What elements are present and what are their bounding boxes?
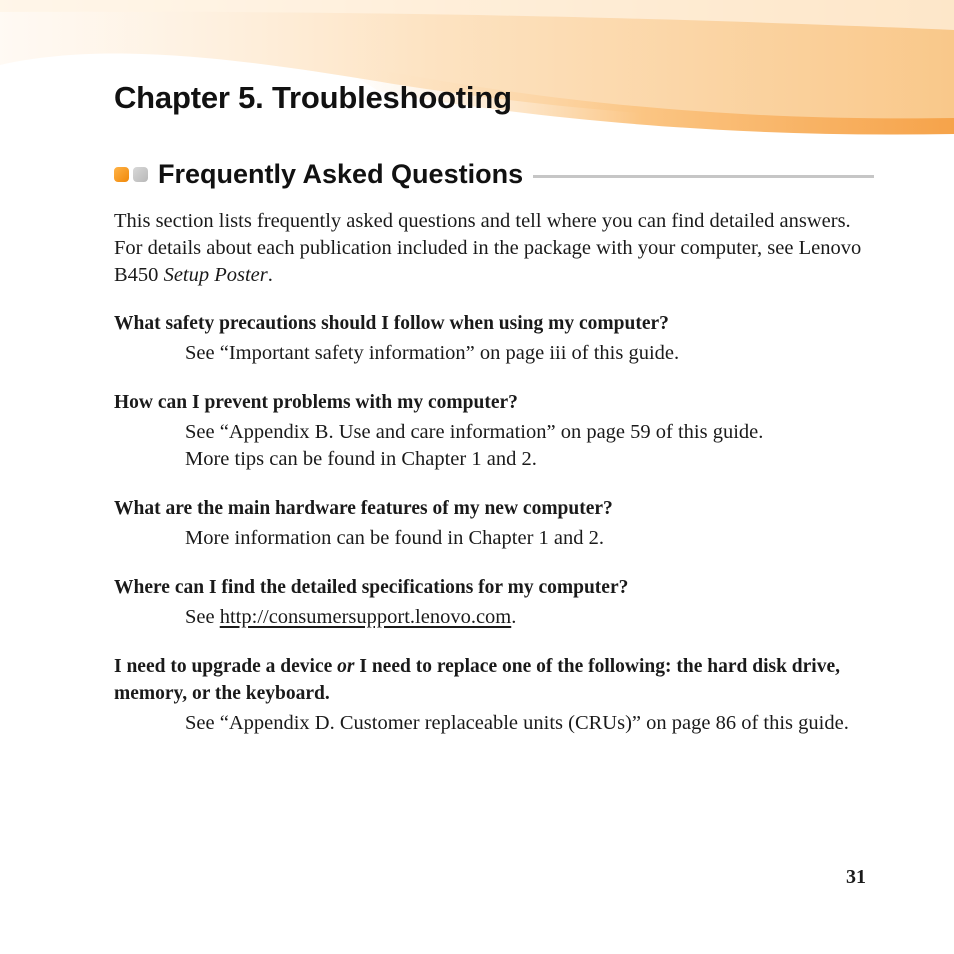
faq-item: [114, 310, 874, 367]
faq-question-or: or: [337, 656, 355, 677]
faq-content: [114, 208, 874, 759]
faq-question: What are the main hardware features of my new computer?: [114, 498, 613, 519]
faq-item: [114, 653, 874, 737]
page-number: 31: [846, 866, 866, 888]
faq-item: [114, 574, 874, 631]
faq-question: What safety precautions should I follow when using my computer?: [114, 313, 669, 334]
section-rule-divider: [533, 175, 874, 178]
faq-answer: See “Appendix D. Customer replaceable units (CRUs)” on page 86 of this guide.: [185, 712, 849, 734]
faq-question: [114, 653, 874, 707]
faq-answer-line: More tips can be found in Chapter 1 and 2.: [185, 448, 537, 470]
section-title: Frequently Asked Questions: [158, 158, 524, 189]
faq-answer: More information can be found in Chapter 1 and 2.: [185, 527, 604, 549]
intro-setup-poster: Setup Poster: [163, 264, 268, 286]
consumer-support-link[interactable]: http://consumersupport.lenovo.com: [219, 606, 512, 628]
faq-question: How can I prevent problems with my computer?: [114, 392, 518, 413]
faq-question: Where can I find the detailed specifications for my computer?: [114, 577, 629, 598]
faq-item: [114, 389, 874, 473]
header-swoosh-graphic: [0, 0, 954, 150]
faq-answer: [185, 604, 874, 631]
gray-square-bullet-icon: [133, 167, 148, 182]
section-heading: [114, 154, 874, 194]
faq-item: [114, 495, 874, 552]
faq-answer-line: See “Appendix B. Use and care information” on page 59 of this guide.: [185, 421, 764, 443]
intro-end: .: [267, 264, 273, 286]
faq-question-part: I need to replace one of the following: the hard disk drive, memory, or the keyboard.: [114, 656, 841, 704]
faq-answer-suffix: .: [511, 606, 517, 628]
intro-text: This section lists frequently asked questions and tell where you can find detailed answers. For details about each publication included in the package with your computer, see Lenovo B450: [114, 210, 862, 286]
faq-answer: [185, 419, 874, 473]
faq-answer-prefix: See: [185, 606, 220, 628]
chapter-title: Chapter 5. Troubleshooting: [114, 80, 512, 115]
faq-question-part: I need to upgrade a device: [114, 656, 338, 677]
faq-answer: See “Important safety information” on page iii of this guide.: [185, 342, 680, 364]
section-bullets: [114, 167, 148, 182]
intro-paragraph: [114, 208, 874, 289]
orange-square-bullet-icon: [114, 167, 129, 182]
